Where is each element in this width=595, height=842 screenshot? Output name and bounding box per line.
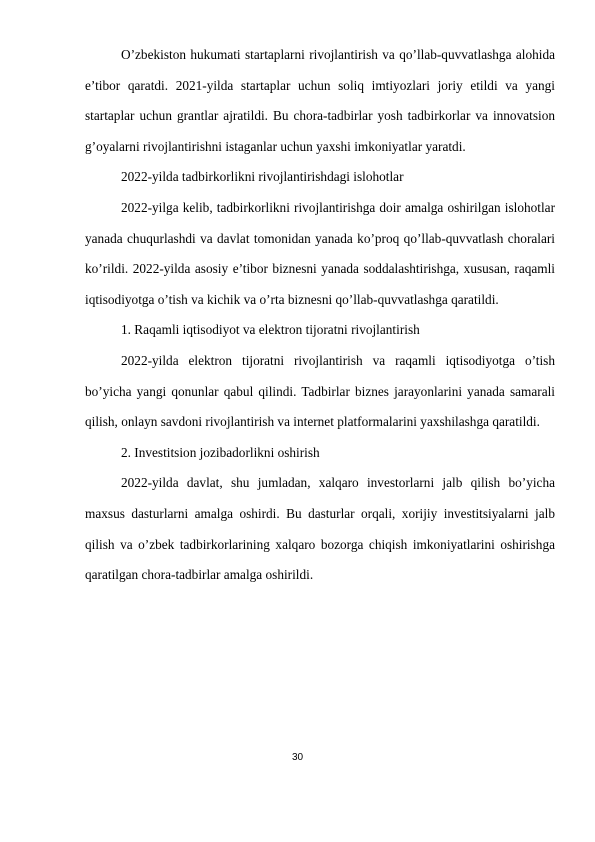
- paragraph-startups-support: O’zbekiston hukumati startaplarni rivojlantirish va qo’llab-quvvatlashga alohida e’tibor qaratdi. 2021-yilda startaplar uchun soliq imtiyozlari joriy etildi va yangi startaplar uchun grantlar ajratildi. Bu chora-tadbirlar yosh tadbirkorlar va innovatsion g’oyalarni rivojlantirishni istaganlar uchun yaxshi imkoniyatlar yaratdi.: [85, 47, 555, 154]
- document-page: [85, 40, 555, 591]
- section-heading-investment: 2. Investitsion jozibadorlikni oshirish: [121, 444, 320, 460]
- paragraph-2022-reforms: 2022-yilga kelib, tadbirkorlikni rivojlantirishga doir amalga oshirilgan islohotlar yanada chuqurlashdi va davlat tomonidan yanada ko’proq qo’llab-quvvatlash choralari ko’rildi. 2022-yilda asosiy e’tibor biznesni yanada soddalashtirishga, xususan, raqamli iqtisodiyotga o’tish va kichik va o’rta biznesni qo’llab-quvvatlashga qaratildi.: [85, 199, 555, 307]
- paragraph-investment: 2022-yilda davlat, shu jumladan, xalqaro investorlarni jalb qilish bo’yicha maxsus dasturlarni amalga oshirdi. Bu dasturlar orqali, xorijiy investitsiyalarni jalb qilish va o’zbek tadbirkorlarining xalqaro bozorga chiqish imkoniyatlarini oshirishga qaratilgan chora-tadbirlar amalga oshirildi.: [85, 475, 555, 583]
- section-heading-2022-reforms: 2022-yilda tadbirkorlikni rivojlantirishdagi islohotlar: [121, 169, 404, 185]
- paragraph-digital-economy: 2022-yilda elektron tijoratni rivojlantirish va raqamli iqtisodiyotga o’tish bo’yicha yangi qonunlar qabul qilindi. Tadbirlar biznes jarayonlarini yanada samarali qilish, onlayn savdoni rivojlantirish va internet platformalarini yaxshilashga qaratildi.: [85, 352, 555, 430]
- section-heading-digital-economy: 1. Raqamli iqtisodiyot va elektron tijoratni rivojlantirish: [121, 322, 420, 338]
- page-number: 30: [291, 752, 304, 763]
